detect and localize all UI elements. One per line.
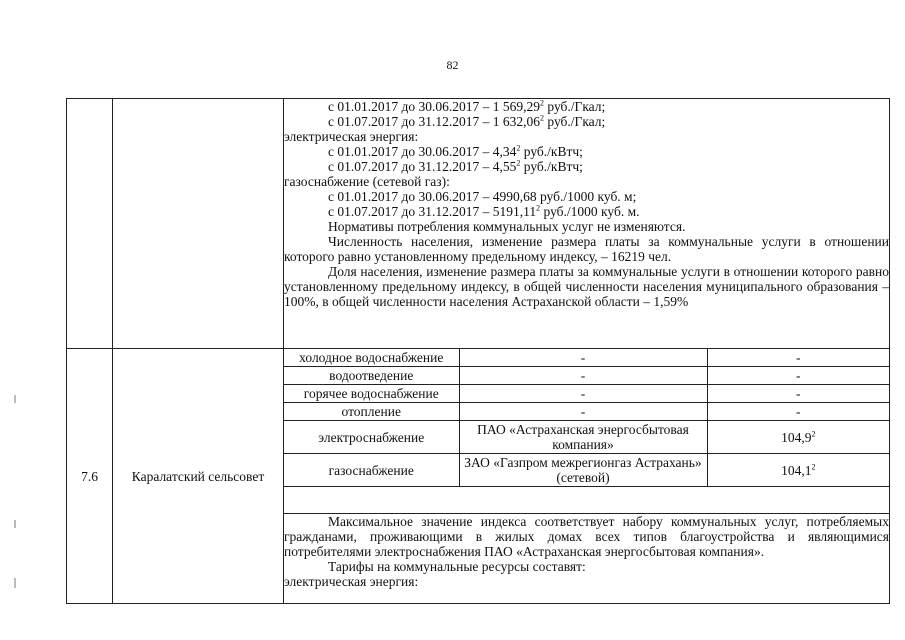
max-index-paragraph: Максимальное значение индекса соответствует набору коммунальных услуг, потребляемых гражданами, проживающими в жилых домах всех типов благоустройства и являющимися потребителями электроснабжения ПАО «Астраханская энергосбытовая компания». [284,513,889,559]
empty-name-cell [113,99,284,349]
services-table [284,349,889,487]
population-share-paragraph: Доля населения, изменение размера платы за коммунальные услуги в отношении которого равно установленному предельному индексу, в общей численности населения муниципального образования – 100%, в общей численности населения Астраханской области – 1,59% [284,264,889,309]
tariffs-intro: Тарифы на коммунальные ресурсы составят: [328,558,586,574]
service-name: горячее водоснабжение [284,385,459,403]
tariff-line [284,114,889,129]
service-index-cell [707,421,889,454]
service-row [284,403,889,421]
tariff-text: с 01.07.2017 до 31.12.2017 – 1 632,06 [328,114,540,129]
service-index-cell [707,403,889,421]
gas-tariff-lines [284,189,889,219]
empty-number-cell [67,99,113,349]
service-provider: - [459,385,707,403]
tariff-text: с 01.01.2017 до 30.06.2017 – 1 569,29 [328,99,540,114]
tariff-line [284,144,889,159]
tariff-text: с 01.07.2017 до 31.12.2017 – 4,55 [328,159,517,174]
service-index: - [796,350,801,366]
service-name: газоснабжение [284,454,459,487]
service-name: водоотведение [284,367,459,385]
footnote-mark: 2 [811,429,816,439]
scan-artifact [14,520,16,528]
tariff-line [284,189,889,204]
tariff-text: с 01.07.2017 до 31.12.2017 – 5191,11 [328,204,537,219]
footnote-mark: 2 [516,158,521,168]
section-row [67,349,890,514]
tariff-unit: руб./кВтч; [520,144,583,159]
service-name: отопление [284,403,459,421]
tariff-text: с 01.01.2017 до 30.06.2017 – 4,34 [328,144,517,159]
continuation-text-cell [284,99,890,349]
scan-artifact [14,395,16,403]
service-provider: - [459,367,707,385]
service-index: - [796,386,801,402]
tariff-unit: руб./1000 куб. м. [540,204,640,219]
service-index: - [796,368,801,384]
tariff-unit: руб./Гкал; [544,114,606,129]
section-electricity-heading: электрическая энергия: [284,573,419,589]
municipality-name: Каралатский сельсовет [113,349,284,604]
service-provider: - [459,403,707,421]
service-name: электроснабжение [284,421,459,454]
page-number: 82 [446,58,459,72]
footnote-mark: 2 [536,203,541,213]
service-index: - [796,404,801,420]
service-provider: ЗАО «Газпром межрегионгаз Астрахань» (сетевой) [459,454,707,487]
services-cell [284,349,890,514]
norms-paragraph: Нормативы потребления коммунальных услуг не изменяются. [328,219,686,234]
document-table [66,98,890,604]
tariff-line [284,204,889,219]
service-row [284,421,889,454]
service-index-cell [707,454,889,487]
service-row [284,385,889,403]
service-index: 104,1 [781,462,812,478]
service-row [284,454,889,487]
footnote-mark: 2 [811,462,816,472]
footnote-mark: 2 [516,143,521,153]
section-number: 7.6 [67,349,113,604]
service-row [284,367,889,385]
service-provider: ПАО «Астраханская энергосбытовая компания» [459,421,707,454]
tariff-unit: руб./Гкал; [544,99,606,114]
electricity-tariff-lines [284,144,889,174]
tariff-unit: руб./кВтч; [520,159,583,174]
continuation-row [67,99,890,349]
service-name: холодное водоснабжение [284,349,459,367]
heat-tariff-lines [284,99,889,129]
tariff-line [284,159,889,174]
service-index-cell [707,385,889,403]
footnote-mark: 2 [540,113,544,123]
service-index: 104,9 [781,429,812,445]
scan-artifact [14,578,16,588]
footnote-mark: 2 [540,98,544,108]
tariff-line [284,99,889,114]
service-provider: - [459,349,707,367]
service-index-cell [707,349,889,367]
tariff-text: с 01.01.2017 до 30.06.2017 – 4990,68 руб./1000 куб. м; [328,189,637,204]
gas-heading: газоснабжение (сетевой газ): [284,174,450,189]
electricity-heading: электрическая энергия: [284,129,419,144]
service-index-cell [707,367,889,385]
section-text-cell [284,513,890,603]
population-paragraph: Численность населения, изменение размера платы за коммунальные услуги в отношении которого равно установленному предельному индексу, – 16219 чел. [284,234,889,264]
service-row [284,349,889,367]
